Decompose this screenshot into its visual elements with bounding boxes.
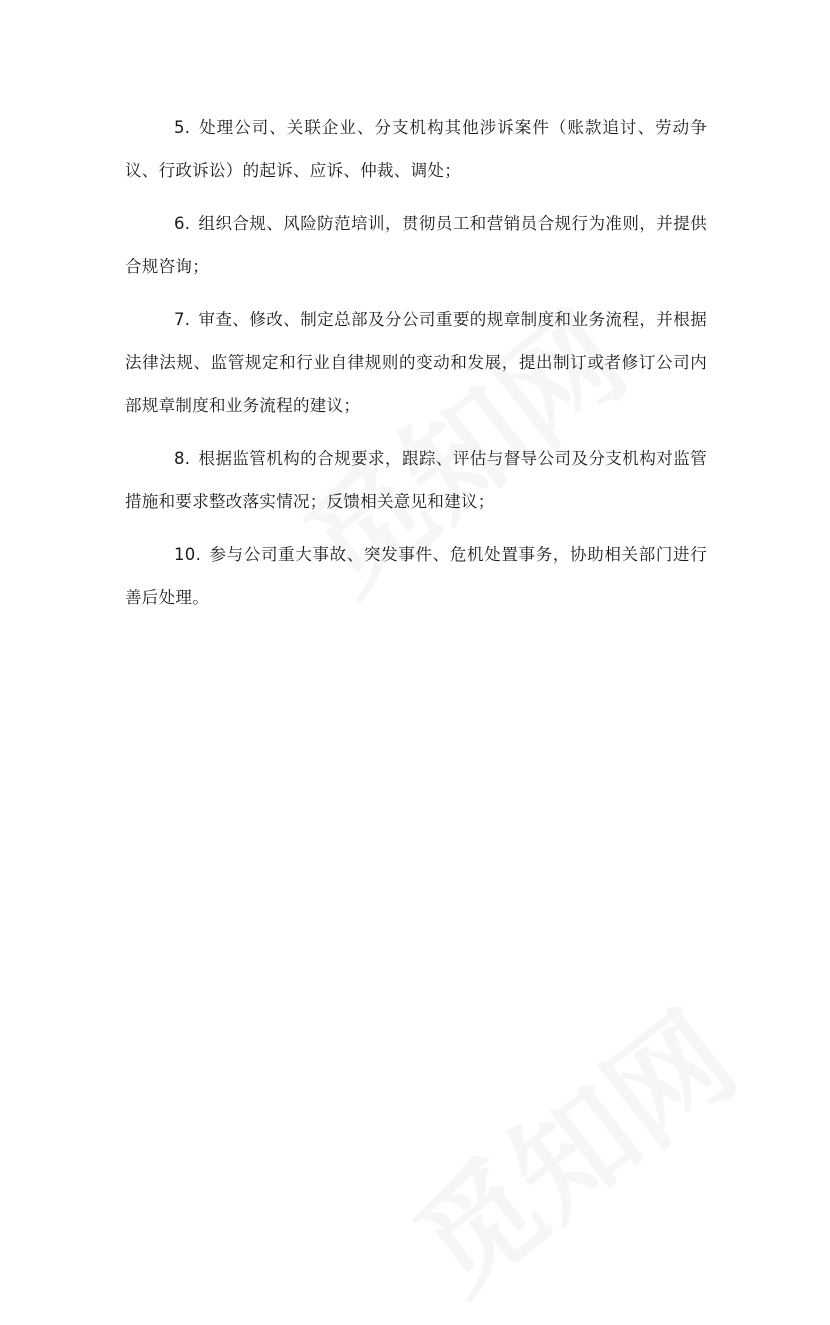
item-number: 10. bbox=[174, 545, 202, 564]
item-text: 根据监管机构的合规要求，跟踪、评估与督导公司及分支机构对监管措施和要求整改落实情况；反馈相关意见和建议； bbox=[125, 449, 707, 511]
item-text: 参与公司重大事故、突发事件、危机处置事务，协助相关部门进行善后处理。 bbox=[125, 545, 707, 607]
watermark bbox=[375, 967, 765, 1324]
paragraph-item-7 bbox=[125, 298, 707, 427]
item-number: 7. bbox=[174, 310, 191, 329]
item-text: 审查、修改、制定总部及分公司重要的规章制度和业务流程，并根据法律法规、监管规定和行业自律规则的变动和发展，提出制订或者修订公司内部规章制度和业务流程的建议； bbox=[125, 310, 707, 415]
paragraph-item-10 bbox=[125, 533, 707, 619]
paragraph-item-8 bbox=[125, 437, 707, 523]
item-number: 8. bbox=[174, 449, 191, 468]
paragraph-item-6 bbox=[125, 202, 707, 288]
item-text: 处理公司、关联企业、分支机构其他涉诉案件（账款追讨、劳动争议、行政诉讼）的起诉、应诉、仲裁、调处； bbox=[125, 118, 707, 180]
item-number: 6. bbox=[174, 214, 191, 233]
item-number: 5. bbox=[174, 118, 191, 137]
paragraph-item-5 bbox=[125, 106, 707, 192]
item-text: 组织合规、风险防范培训，贯彻员工和营销员合规行为准则，并提供合规咨询； bbox=[125, 214, 707, 276]
document-body bbox=[125, 106, 707, 629]
